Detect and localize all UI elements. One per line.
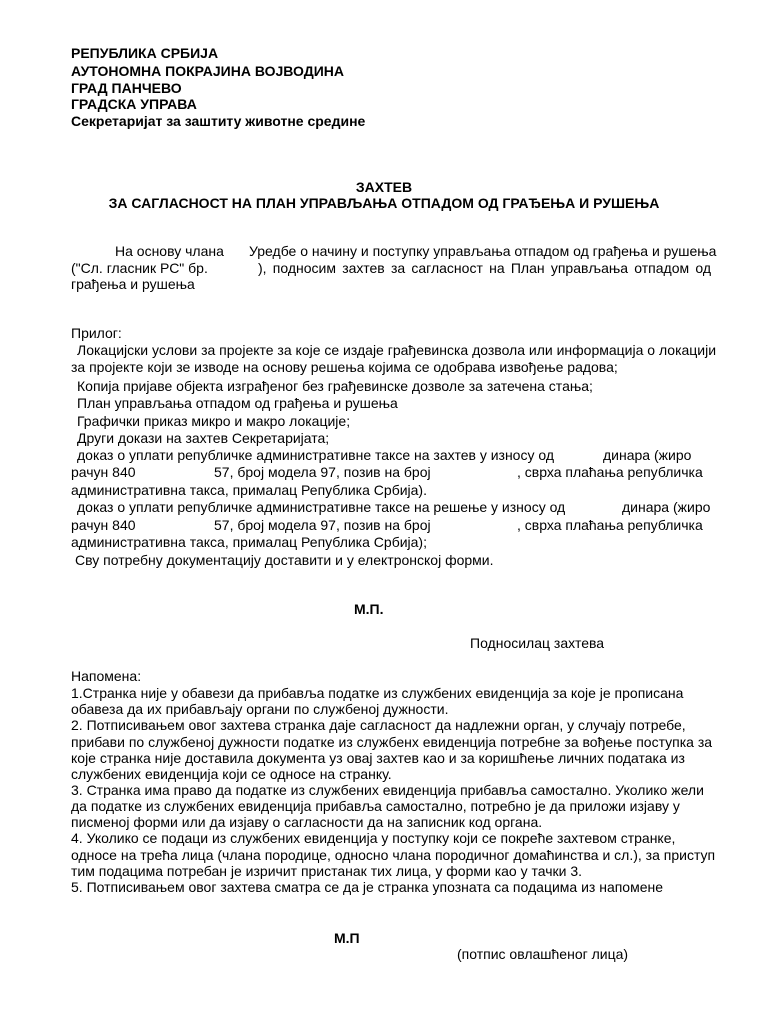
attachment-electronic-note: Сву потребну документацију доставити и у електронској форми. xyxy=(75,552,494,568)
attachment-item-6-dinars: динара (жиро xyxy=(603,447,692,463)
attachment-item-7: доказ о уплати републичке административне таксе на решење у износу од xyxy=(77,499,566,515)
attachment-item-7-recipient: административна такса, прималац Република Србија); xyxy=(71,534,427,550)
note-item-1-cont: обавеза да их прибављају органи по службеној дужности. xyxy=(71,701,449,717)
header-line-republic: РЕПУБЛИКА СРБИЈА xyxy=(71,45,219,61)
note-item-3-cont1: да податке из службених евиденција прибавља самостално, потребно је да приложи изјаву у xyxy=(71,798,680,814)
note-item-3: 3. Странка има право да податке из службених евиденција прибавља самостално. Уколико жели xyxy=(71,782,704,798)
note-item-2-cont1: прибави по службеној дужности податке из службенх евиденција потребне за вођење поступка за xyxy=(71,734,713,750)
note-item-4-cont2: тим подацима потребан је изричит пристанак тих лица, у форми као у тачки 3. xyxy=(71,863,583,879)
intro-text-3: грађења и рушења xyxy=(71,276,195,292)
attachment-item-3: План управљања отпадом од грађења и рушења xyxy=(77,395,398,411)
header-line-secretariat: Секретаријат за заштиту животне средине xyxy=(71,113,366,129)
note-item-2: 2. Потписивањем овог захтева странка даје сагласност да надлежни орган, у случају потребе, xyxy=(71,717,686,733)
note-item-4-cont1: односе на трећа лица (члана породице, односно члана породичног домаћинства и сл.), за приступ xyxy=(71,847,716,863)
document-title: ЗАХТЕВ xyxy=(355,179,413,195)
note-item-1: 1.Странка није у обавези да прибавља податке из службених евиденција за које је прописана xyxy=(71,685,684,701)
intro-text-1b: Уредбе о начину и поступку управљања отпадом од грађења и рушења xyxy=(249,243,717,259)
attachment-item-6-model: 57, број модела 97, позив на број xyxy=(214,464,431,480)
intro-text-1a: На основу члана xyxy=(115,243,224,259)
intro-text-2b: ), подносим захтев за сагласност на План управљања отпадом од xyxy=(258,260,711,276)
note-item-2-cont3: службених евиденција који се односе на странку. xyxy=(71,766,392,782)
applicant-label: Подносилац захтева xyxy=(470,635,605,651)
note-item-2-cont2: које странка није доставила документа уз овај захтев као и за коришћење личних података из xyxy=(71,750,685,766)
note-item-3-cont2: писменој форми или да изјаву о сагласности да на записник код органа. xyxy=(71,814,543,830)
attachment-item-7-dinars: динара (жиро xyxy=(622,499,711,515)
header-line-province: АУТОНОМНА ПОКРАЈИНА ВОЈВОДИНА xyxy=(71,63,344,79)
attachment-item-1: Локацијски услови за пројекте за које се издаје грађевинска дозвола или информација о локацији xyxy=(77,342,717,358)
header-line-administration: ГРАДСКА УПРАВА xyxy=(71,96,197,112)
attachment-item-1-cont: за пројекте који зе изводе на основу решења којима се одобрава извођење радова; xyxy=(71,359,618,375)
document-subtitle: ЗА САГЛАСНОСТ НА ПЛАН УПРАВЉАЊА ОТПАДОМ ОД ГРАЂЕЊА И РУШЕЊА xyxy=(108,195,660,211)
note-item-5: 5. Потписивањем овог захтева сматра се да је странка упозната са подацима из напомене xyxy=(71,879,664,895)
intro-text-2a: ("Сл. гласник РС" бр. xyxy=(71,260,208,276)
note-heading: Напомена: xyxy=(71,668,142,684)
attachment-item-4: Графички приказ микро и макро локације; xyxy=(77,413,351,429)
header-line-city: ГРАД ПАНЧЕВО xyxy=(71,80,182,96)
attachment-item-7-model: 57, број модела 97, позив на број xyxy=(214,517,431,533)
attachments-heading: Прилог: xyxy=(71,325,122,341)
attachment-item-6-recipient: административна такса, прималац Република Србија). xyxy=(71,482,427,498)
attachment-item-7-purpose: , сврха плаћања републичка xyxy=(517,517,703,533)
attachment-item-2: Копија пријаве објекта изграђеног без грађевинске дозволе за затечена стања; xyxy=(77,378,593,394)
attachment-item-5: Други докази на захтев Секретаријата; xyxy=(77,430,330,446)
stamp-placeholder-bottom: М.П xyxy=(334,930,360,946)
note-item-4: 4. Уколико се подаци из службених евиденција у поступку који се покреће захтевом странке, xyxy=(71,830,676,846)
attachment-item-6: доказ о уплати републичке административне таксе на захтев у износу од xyxy=(77,447,555,463)
attachment-item-6-account: рачун 840 xyxy=(71,464,136,480)
attachment-item-6-purpose: , сврха плаћања републичка xyxy=(517,464,703,480)
attachment-item-7-account: рачун 840 xyxy=(71,517,136,533)
stamp-placeholder: М.П. xyxy=(354,601,384,617)
signature-label: (потпис овлашћеног лица) xyxy=(457,946,629,962)
